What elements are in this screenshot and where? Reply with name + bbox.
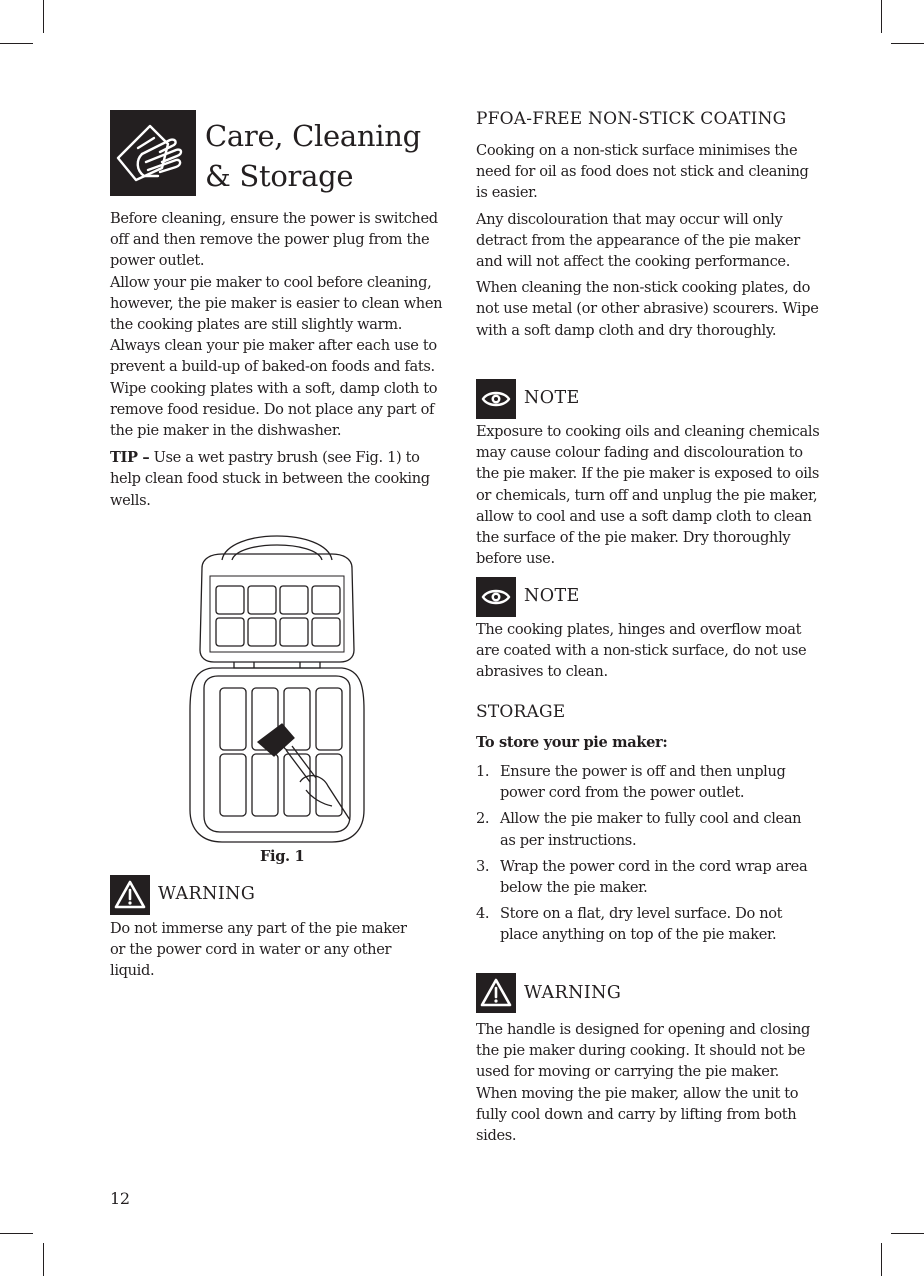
pie-maker-illustration bbox=[182, 520, 372, 850]
title-line-2: & Storage bbox=[205, 159, 354, 193]
list-item bbox=[476, 903, 816, 945]
paragraph: Wipe cooking plates with a soft, damp cloth to remove food residue. Do not place any part of the pie maker in the dishwasher. bbox=[110, 379, 438, 440]
list-item bbox=[476, 761, 816, 803]
crop-mark bbox=[43, 0, 44, 33]
paragraph: Before cleaning, ensure the power is switched off and then remove the power plug from the power outlet. bbox=[110, 210, 438, 270]
note-text: Exposure to cooking oils and cleaning chemicals may cause colour fading and discolouration to the pie maker. If the pie maker is exposed to oils or chemicals, turn off and unplug the pie maker, allow to cool and use a soft damp cloth to clean the surface of the pie maker. Dry thoroughly before use. bbox=[476, 423, 820, 568]
warning-text: When moving the pie maker, allow the unit to fully cool down and carry by lifting from both sides. bbox=[476, 1084, 799, 1145]
crop-mark bbox=[891, 1233, 924, 1234]
warning-text: Do not immerse any part of the pie maker or the power cord in water or any other liquid. bbox=[110, 920, 407, 980]
warning-triangle-icon bbox=[110, 875, 150, 915]
step-text: Wrap the power cord in the cord wrap area below the pie maker. bbox=[500, 857, 808, 897]
tip-label: TIP – bbox=[110, 449, 150, 467]
cleaning-hand-icon bbox=[110, 110, 196, 196]
warning-text: The handle is designed for opening and closing the pie maker during cooking. It should not be used for moving or carrying the pie maker. bbox=[476, 1021, 811, 1081]
warning-triangle-icon bbox=[476, 973, 516, 1013]
crop-mark bbox=[881, 1243, 882, 1276]
tip-paragraph bbox=[110, 447, 450, 511]
paragraph: When cleaning the non-stick cooking plates, do not use metal (or other abrasive) scourers. Wipe with a soft damp cloth and dry thoroughly. bbox=[476, 279, 819, 339]
crop-mark bbox=[891, 43, 924, 44]
paragraph: Always clean your pie maker after each use to prevent a build-up of baked-on foods and fats. bbox=[110, 337, 437, 376]
note-title: NOTE bbox=[524, 388, 580, 408]
crop-mark bbox=[43, 1243, 44, 1276]
pfoa-heading: PFOA-FREE NON-STICK COATING bbox=[476, 109, 787, 129]
pfoa-section bbox=[476, 140, 821, 341]
storage-subheading: To store your pie maker: bbox=[476, 734, 668, 751]
title-line-1: Care, Cleaning bbox=[205, 119, 421, 153]
note-text: The cooking plates, hinges and overflow moat are coated with a non-stick surface, do not use abrasives to clean. bbox=[476, 621, 807, 681]
crop-mark bbox=[881, 0, 882, 33]
left-intro bbox=[110, 208, 450, 511]
storage-heading: STORAGE bbox=[476, 702, 566, 722]
step-text: Store on a flat, dry level surface. Do not place anything on top of the pie maker. bbox=[500, 905, 783, 944]
step-text: Ensure the power is off and then unplug power cord from the power outlet. bbox=[500, 763, 786, 802]
page-title bbox=[205, 116, 421, 196]
paragraph: Cooking on a non-stick surface minimises the need for oil as food does not stick and cleaning is easier. bbox=[476, 142, 809, 202]
warning-title: WARNING bbox=[158, 884, 256, 904]
list-item bbox=[476, 808, 816, 850]
list-item bbox=[476, 856, 816, 898]
crop-mark bbox=[0, 1233, 33, 1234]
tip-text: Use a wet pastry brush (see Fig. 1) to help clean food stuck in between the cooking wells. bbox=[110, 449, 430, 509]
page-number: 12 bbox=[110, 1189, 130, 1208]
step-number: 2. bbox=[476, 810, 490, 828]
note-title: NOTE bbox=[524, 586, 580, 606]
eye-icon bbox=[476, 577, 516, 617]
figure-caption: Fig. 1 bbox=[260, 848, 305, 865]
paragraph: Any discolouration that may occur will only detract from the appearance of the pie maker and will not affect the cooking performance. bbox=[476, 210, 800, 271]
warning-body bbox=[476, 1019, 816, 1146]
paragraph: Allow your pie maker to cool before cleaning, however, the pie maker is easier to clean when the cooking plates are still slightly warm. bbox=[110, 273, 443, 334]
crop-mark bbox=[0, 43, 33, 44]
warning-title: WARNING bbox=[524, 983, 622, 1003]
eye-icon bbox=[476, 379, 516, 419]
step-number: 3. bbox=[476, 857, 490, 875]
storage-steps bbox=[476, 761, 816, 951]
step-number: 4. bbox=[476, 905, 490, 923]
step-number: 1. bbox=[476, 763, 490, 780]
step-text: Allow the pie maker to fully cool and clean as per instructions. bbox=[500, 810, 802, 849]
